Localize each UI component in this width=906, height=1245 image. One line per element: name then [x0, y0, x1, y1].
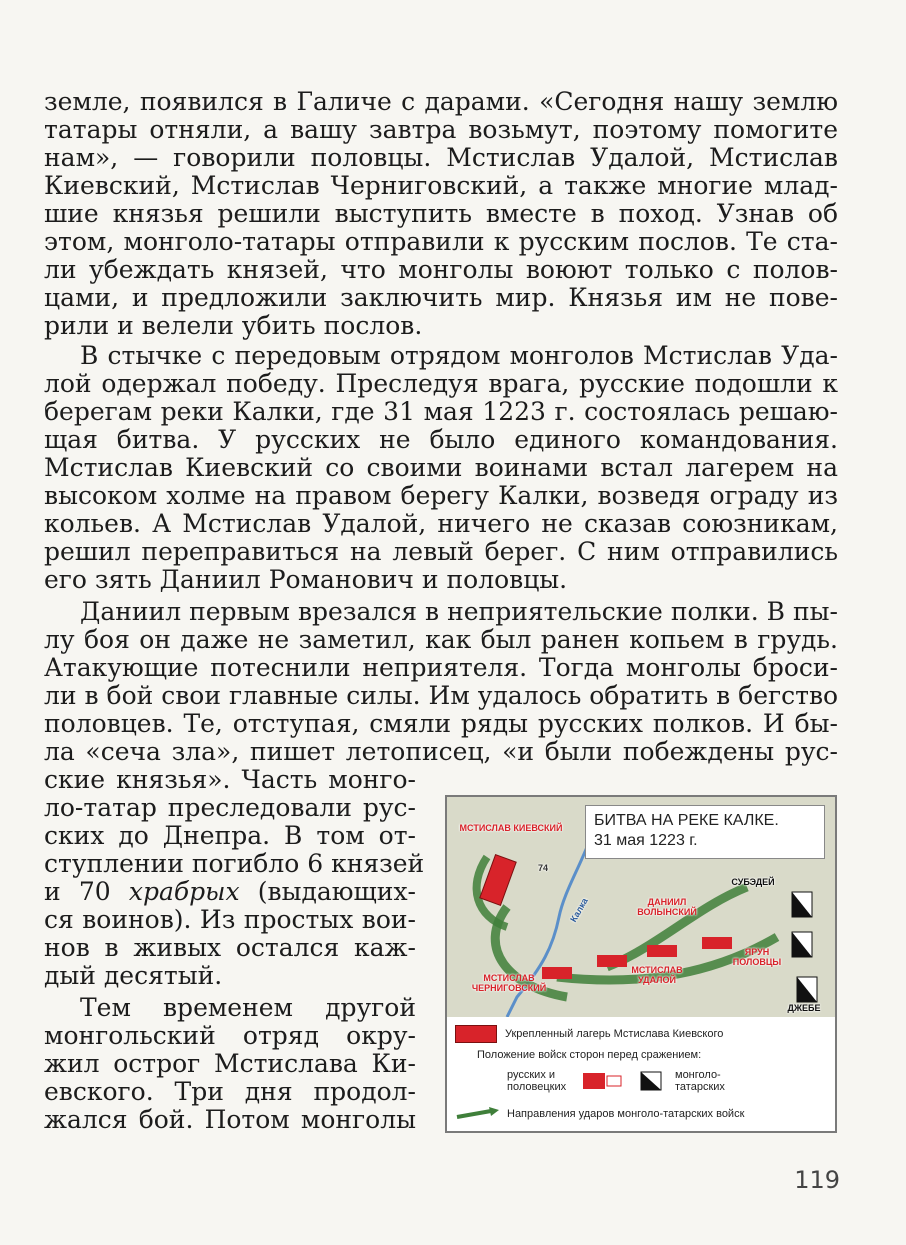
battle-map-figure	[445, 795, 837, 1133]
text-line: Тем временем другой	[80, 993, 416, 1022]
text-line: решил переправиться на левый берег. С ним отправились	[44, 537, 838, 566]
text-line: ло-татар преследовали рус-	[44, 793, 416, 822]
text-line: лу боя он даже не заметил, как был ранен копьем в грудь.	[44, 625, 838, 654]
legend-camp-text: Укрепленный лагерь Мстислава Киевского	[505, 1028, 724, 1040]
text-line: ла «сеча зла», пишет летописец, «и были побеждены рус-	[44, 737, 838, 766]
text-fragment: и 70	[44, 877, 129, 906]
label-number: 74	[537, 863, 548, 873]
text-line: лой одержал победу. Преследуя врага, русские подошли к	[44, 369, 838, 398]
text-line: ские князья». Часть монго-	[44, 765, 416, 794]
text-line: этом, монголо-татары отправили к русским послов. Те ста-	[44, 227, 838, 256]
text-line: Мстислав Киевский со своими воинами встал лагерем на	[44, 453, 838, 482]
text-line: ся воинов). Из простых вои-	[44, 905, 416, 934]
label-kievsky: МСТИСЛАВ КИЕВСКИЙ	[459, 823, 563, 833]
camp-swatch	[455, 1025, 497, 1043]
legend-positions	[477, 1049, 701, 1061]
legend-positions-text: Положение войск сторон перед сражением:	[477, 1049, 702, 1061]
text-line: Атакующие потеснили неприятеля. Тогда монголы броси-	[44, 653, 838, 682]
text-line: нам», — говорили половцы. Мстислав Удалой, Мстислав	[44, 143, 838, 172]
arrow-swatch	[455, 1107, 501, 1121]
label-jebe: ДЖЕБЕ	[787, 1003, 821, 1013]
text-fragment: (выдающих-	[239, 877, 416, 906]
map-title	[585, 805, 825, 859]
text-line: ли в бой свои главные силы. Им удалось обратить в бегство	[44, 681, 839, 710]
text-line: его зять Даниил Романович и половцы.	[44, 565, 568, 594]
text-line: дый десятый.	[44, 961, 223, 990]
legend-russian	[507, 1069, 755, 1093]
map-legend	[447, 1019, 835, 1131]
text-line: половцев. Те, отступая, смяли ряды русских полков. И бы-	[44, 709, 838, 738]
label-chernigovsky: МСТИСЛАВ ЧЕРНИГОВСКИЙ	[471, 973, 547, 993]
text-line: земле, появился в Галиче с дарами. «Сегодня нашу землю	[44, 87, 838, 116]
text-line: Киевский, Мстислав Черниговский, а также многие млад-	[44, 171, 838, 200]
map-title-date: 31 мая 1223 г.	[594, 832, 698, 849]
mongol-swatch	[635, 1070, 669, 1092]
text-line: рили и велели убить послов.	[44, 311, 423, 340]
legend-directions	[455, 1107, 744, 1121]
text-line: В стычке с передовым отрядом монголов Мстислав Уда-	[80, 341, 838, 370]
text-line: шие князья решили выступить вместе в поход. Узнав об	[44, 199, 838, 228]
text-line: монгольский отряд окру-	[44, 1021, 416, 1050]
text-line: ли убеждать князей, что монголы воюют только с полов-	[44, 255, 838, 284]
russian-position	[647, 945, 677, 957]
battle-map	[447, 797, 835, 1017]
russian-swatch	[581, 1070, 635, 1092]
text-line: Даниил первым врезался в неприятельские полки. В пы-	[80, 597, 838, 626]
legend-mongol-text: монголо-татарских	[675, 1069, 725, 1093]
russian-position	[597, 955, 627, 967]
text-line: жался бой. Потом монголы	[44, 1105, 416, 1134]
text-line	[44, 878, 416, 905]
label-udaloy: МСТИСЛАВ УДАЛОЙ	[631, 965, 683, 985]
label-river: Калка	[568, 896, 590, 924]
text-line: берегам реки Калки, где 31 мая 1223 г. состоялась решаю-	[44, 397, 838, 426]
text-line: цами, и предложили заключить мир. Князья им не пове-	[44, 283, 838, 312]
text-line: ступлении погибло 6 князей	[44, 849, 425, 878]
text-line: щая битва. У русских не было единого командования.	[44, 425, 838, 454]
text-line: нов в живых остался каж-	[44, 933, 416, 962]
page-number: 119	[794, 1166, 840, 1194]
label-subedei: СУБЭДЕЙ	[731, 877, 775, 887]
text-line: кольев. А Мстислав Удалой, ничего не сказав союзникам,	[44, 509, 838, 538]
label-daniil: ДАНИИЛ ВОЛЫНСКИЙ	[637, 897, 697, 917]
legend-russian-text: русских и половецких	[507, 1069, 567, 1093]
text-line: евского. Три дня продол-	[44, 1077, 416, 1106]
italic-term: храбрых	[128, 877, 240, 906]
text-line: ских до Днепра. В том от-	[44, 821, 416, 850]
label-polovtsy: ЯРУН ПОЛОВЦЫ	[732, 947, 782, 967]
map-title-line: БИТВА НА РЕКЕ КАЛКЕ.	[594, 812, 779, 829]
text-line: татары отняли, а вашу завтра возьмут, поэтому помогите	[44, 115, 838, 144]
text-line: высоком холме на правом берегу Калки, возведя ограду из	[44, 481, 838, 510]
legend-camp	[455, 1025, 723, 1043]
legend-directions-text: Направления ударов монголо-татарских войск	[507, 1108, 745, 1120]
text-line: жил острог Мстислава Ки-	[44, 1049, 416, 1078]
